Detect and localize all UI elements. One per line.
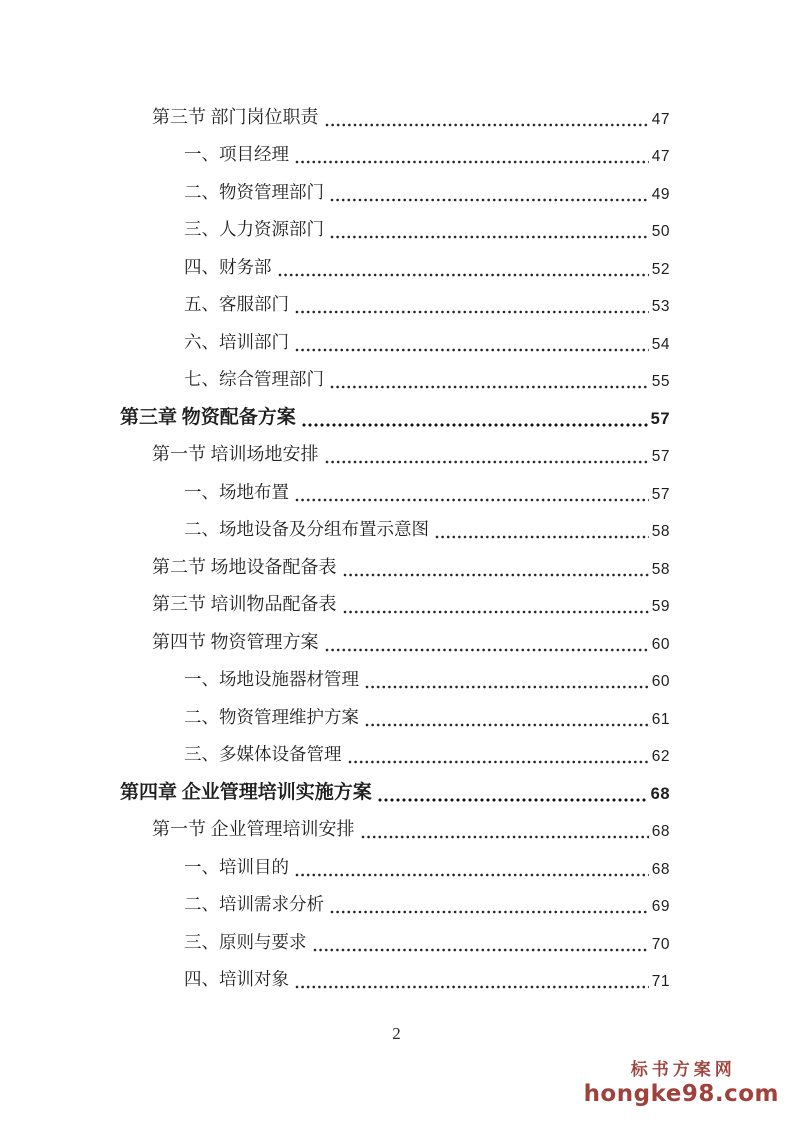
- dot-leader: [330, 385, 649, 389]
- toc-entry-label: 三、原则与要求: [184, 931, 307, 952]
- toc-entry[interactable]: [120, 735, 670, 773]
- toc-entry-page: 61: [651, 710, 670, 728]
- toc-entry-label: 一、培训目的: [184, 856, 289, 877]
- dot-leader: [330, 198, 649, 202]
- toc-entry[interactable]: [120, 697, 670, 735]
- toc-entry-page: 71: [651, 973, 670, 990]
- toc-entry-page: 70: [651, 935, 670, 953]
- toc-entry-label: 四、财务部: [184, 256, 272, 277]
- toc-entry-label: 第四节 物资管理方案: [152, 631, 319, 652]
- toc-entry[interactable]: [120, 360, 670, 398]
- toc-entry-page: 57: [651, 485, 670, 503]
- toc-entry-label: 二、培训需求分析: [184, 894, 324, 914]
- toc-entry-label: 七、综合管理部门: [184, 369, 324, 389]
- toc-entry-page: 47: [651, 148, 670, 165]
- toc-entry[interactable]: [120, 960, 670, 998]
- toc-entry-page: 54: [651, 335, 670, 353]
- dot-leader: [343, 573, 649, 577]
- dot-leader: [361, 835, 649, 839]
- toc-entry[interactable]: [120, 247, 670, 285]
- toc-entry-label: 第三节 部门岗位职责: [152, 106, 319, 127]
- toc-entry-page: 50: [651, 223, 670, 240]
- toc-entry[interactable]: [120, 135, 670, 173]
- toc-entry[interactable]: [120, 210, 670, 248]
- toc-entry[interactable]: [120, 660, 670, 698]
- toc-entry-page: 53: [651, 298, 670, 315]
- toc-entry[interactable]: [120, 322, 670, 360]
- toc-entry-page: 49: [651, 185, 670, 203]
- toc-entry-page: 57: [650, 409, 670, 428]
- dot-leader: [325, 648, 649, 652]
- toc-entry-label: 第三节 培训物品配备表: [152, 594, 337, 614]
- toc-entry[interactable]: [120, 622, 670, 660]
- toc-entry-label: 一、项目经理: [184, 144, 289, 164]
- watermark-site-name: 标书方案网: [630, 1060, 736, 1080]
- toc-entry[interactable]: [120, 922, 670, 960]
- toc-entry-page: 58: [651, 523, 670, 540]
- watermark: [584, 1061, 779, 1107]
- toc-entry-label: 一、场地设施器材管理: [184, 669, 359, 689]
- dot-leader: [330, 235, 649, 239]
- toc-entry[interactable]: [120, 285, 670, 323]
- dot-leader: [295, 498, 649, 502]
- toc-entry-label: 五、客服部门: [184, 294, 289, 314]
- toc-entry-page: 58: [651, 560, 670, 578]
- dot-leader: [365, 685, 649, 689]
- table-of-contents: [120, 97, 670, 997]
- toc-entry-label: 四、培训对象: [184, 969, 289, 989]
- dot-leader: [295, 985, 649, 989]
- page-number: 2: [392, 1024, 401, 1043]
- toc-entry-label: 一、场地布置: [184, 481, 289, 502]
- dot-leader: [278, 273, 649, 277]
- toc-entry[interactable]: [120, 172, 670, 210]
- dot-leader: [313, 948, 649, 952]
- toc-entry-page: 47: [651, 110, 670, 128]
- toc-entry-page: 59: [651, 598, 670, 615]
- toc-entry-label: 第一节 培训场地安排: [152, 444, 319, 464]
- toc-entry-label: 第一节 企业管理培训安排: [152, 819, 355, 839]
- toc-entry[interactable]: [120, 810, 670, 848]
- toc-entry-label: 第三章 物资配备方案: [120, 406, 296, 428]
- dot-leader: [295, 873, 649, 877]
- toc-entry-page: 60: [651, 635, 670, 653]
- toc-entry-page: 52: [651, 260, 670, 278]
- toc-entry[interactable]: [120, 397, 670, 435]
- toc-entry-label: 三、多媒体设备管理: [184, 744, 342, 764]
- dot-leader: [330, 910, 649, 914]
- toc-entry[interactable]: [120, 547, 670, 585]
- dot-leader: [365, 723, 649, 727]
- dot-leader: [295, 310, 649, 314]
- dot-leader: [348, 760, 649, 764]
- toc-entry[interactable]: [120, 510, 670, 548]
- dot-leader: [295, 348, 649, 352]
- toc-entry-page: 68: [651, 860, 670, 878]
- toc-entry[interactable]: [120, 585, 670, 623]
- toc-entry-label: 二、场地设备及分组布置示意图: [184, 519, 429, 539]
- dot-leader: [325, 460, 649, 464]
- toc-entry[interactable]: [120, 435, 670, 473]
- toc-entry-page: 60: [651, 673, 670, 690]
- toc-entry-label: 二、物资管理维护方案: [184, 706, 359, 727]
- dot-leader: [378, 798, 648, 802]
- toc-entry-label: 二、物资管理部门: [184, 181, 324, 202]
- dot-leader: [435, 535, 649, 539]
- toc-entry-label: 三、人力资源部门: [184, 219, 324, 239]
- toc-entry-label: 第二节 场地设备配备表: [152, 556, 337, 577]
- toc-entry-page: 55: [651, 373, 670, 390]
- toc-entry[interactable]: [120, 772, 670, 810]
- dot-leader: [302, 423, 648, 427]
- toc-entry-page: 68: [650, 784, 670, 803]
- dot-leader: [295, 160, 649, 164]
- dot-leader: [325, 123, 649, 127]
- toc-entry-page: 68: [651, 823, 670, 840]
- toc-entry-page: 62: [651, 748, 670, 765]
- toc-entry[interactable]: [120, 97, 670, 135]
- dot-leader: [343, 610, 649, 614]
- toc-entry-label: 第四章 企业管理培训实施方案: [120, 781, 372, 803]
- toc-entry[interactable]: [120, 885, 670, 923]
- toc-entry-page: 57: [651, 448, 670, 465]
- toc-entry-page: 69: [651, 898, 670, 915]
- toc-entry[interactable]: [120, 472, 670, 510]
- watermark-domain: hongke98.com: [583, 1080, 779, 1107]
- toc-entry-label: 六、培训部门: [184, 331, 289, 352]
- toc-entry[interactable]: [120, 847, 670, 885]
